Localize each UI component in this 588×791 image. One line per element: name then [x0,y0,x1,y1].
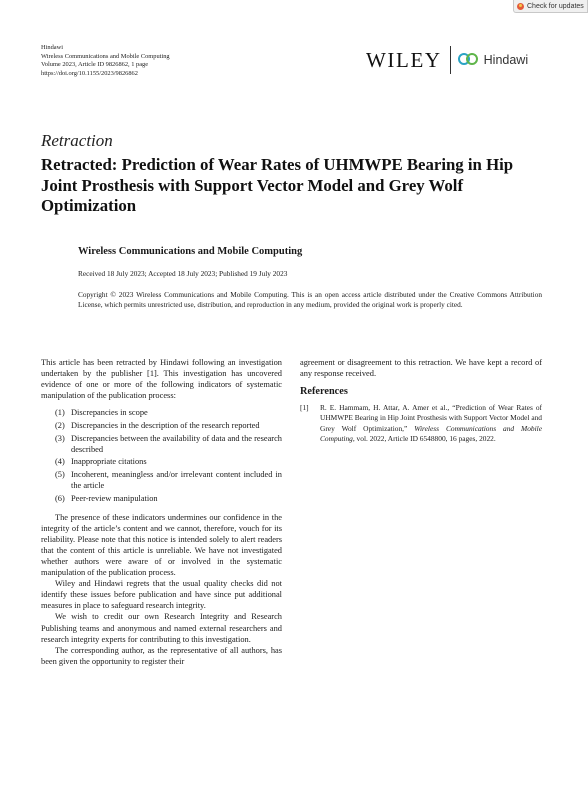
check-for-updates-button[interactable] [513,0,588,13]
hindawi-logo-text: Hindawi [483,53,529,67]
intro-paragraph: This article has been retracted by Hindawi following an investigation undertaken by the publisher [1]. This investigation has uncovered evidence of one or more of the following indicators of systematic manipulation of the publication process: [41,358,282,401]
article-author: Wireless Communications and Mobile Computing [78,246,303,257]
journal-meta [41,44,170,78]
article-title: Retracted: Prediction of Wear Rates of UHMWPE Bearing in Hip Joint Prosthesis with Support Vector Model and Grey Wolf Optimization [41,155,514,215]
list-item: (2) Discrepancies in the description of the research reported [55,420,260,430]
check-for-updates-label: Check for updates [527,2,584,10]
logo-divider [450,46,451,74]
list-item: (6) Peer-review manipulation [55,493,158,503]
list-item: (5) Incoherent, meaningless and/or irrelevant content included in the article [55,469,282,490]
publisher-name: Hindawi [41,44,64,51]
body-paragraph-continued: agreement or disagreement to this retraction. We have kept a record of any response received. [300,358,542,379]
body-paragraph: The presence of these indicators undermines our confidence in the integrity of the article’s content and we cannot, therefore, vouch for its reliability. Please note that this notice is intended solely to alert readers that the content of this article is unreliable. We have not investigated whether authors were aware of or involved in the systematic manipulation of the publication process. [41,512,282,578]
references-heading: References [300,386,348,398]
body-paragraph: The corresponding author, as the representative of all authors, has been given the opportunity to register their [41,645,282,666]
reference-item: [1] R. E. Hammam, H. Attar, A. Amer et al., “Prediction of Wear Rates of UHMWPE Bearing in Hip Joint Prosthesis with Support Vector Model and Grey Wolf Optimization,” Wireless Communications and Mobile Computing, vol. 2022, Article ID 6548800, 16 pages, 2022. [300,403,542,443]
body-paragraph: We wish to credit our own Research Integrity and Research Publishing teams and anonymous and named external researchers and research integrity experts for contributing to this investigation. [41,612,282,644]
left-column [41,357,282,667]
body-paragraph: Wiley and Hindawi regrets that the usual quality checks did not identify these issues before publication and have since put additional measures in place to safeguard research integrity. [41,579,282,611]
hindawi-logo-icon [458,53,480,67]
volume-line: Volume 2023, Article ID 9826862, 1 page [41,61,149,69]
indicator-list [41,407,282,503]
doi-link[interactable]: https://doi.org/10.1155/2023/9826862 [41,69,138,77]
crossmark-icon [517,3,524,10]
list-item: (1) Discrepancies in scope [55,408,148,418]
article-dates: Received 18 July 2023; Accepted 18 July 2023; Published 19 July 2023 [78,269,288,278]
reference-number: [1] [300,403,309,413]
reference-journal: Wireless Communications and Mobile Computing [320,423,542,443]
copyright-notice: Copyright © 2023 Wireless Communications and Mobile Computing. This is an open access article distributed under the Creative Commons Attribution License, which permits unrestricted use, distribution, and reproduction in any medium, provided the original work is properly cited. [78,290,542,310]
publisher-logos [366,44,528,76]
list-item: (3) Discrepancies between the availability of data and the research described [55,433,282,454]
journal-name: Wireless Communications and Mobile Computing [41,52,170,60]
right-column [300,357,542,444]
wiley-logo: WILEY [366,47,442,72]
list-item: (4) Inappropriate citations [55,457,147,467]
article-type: Retraction [41,131,113,150]
